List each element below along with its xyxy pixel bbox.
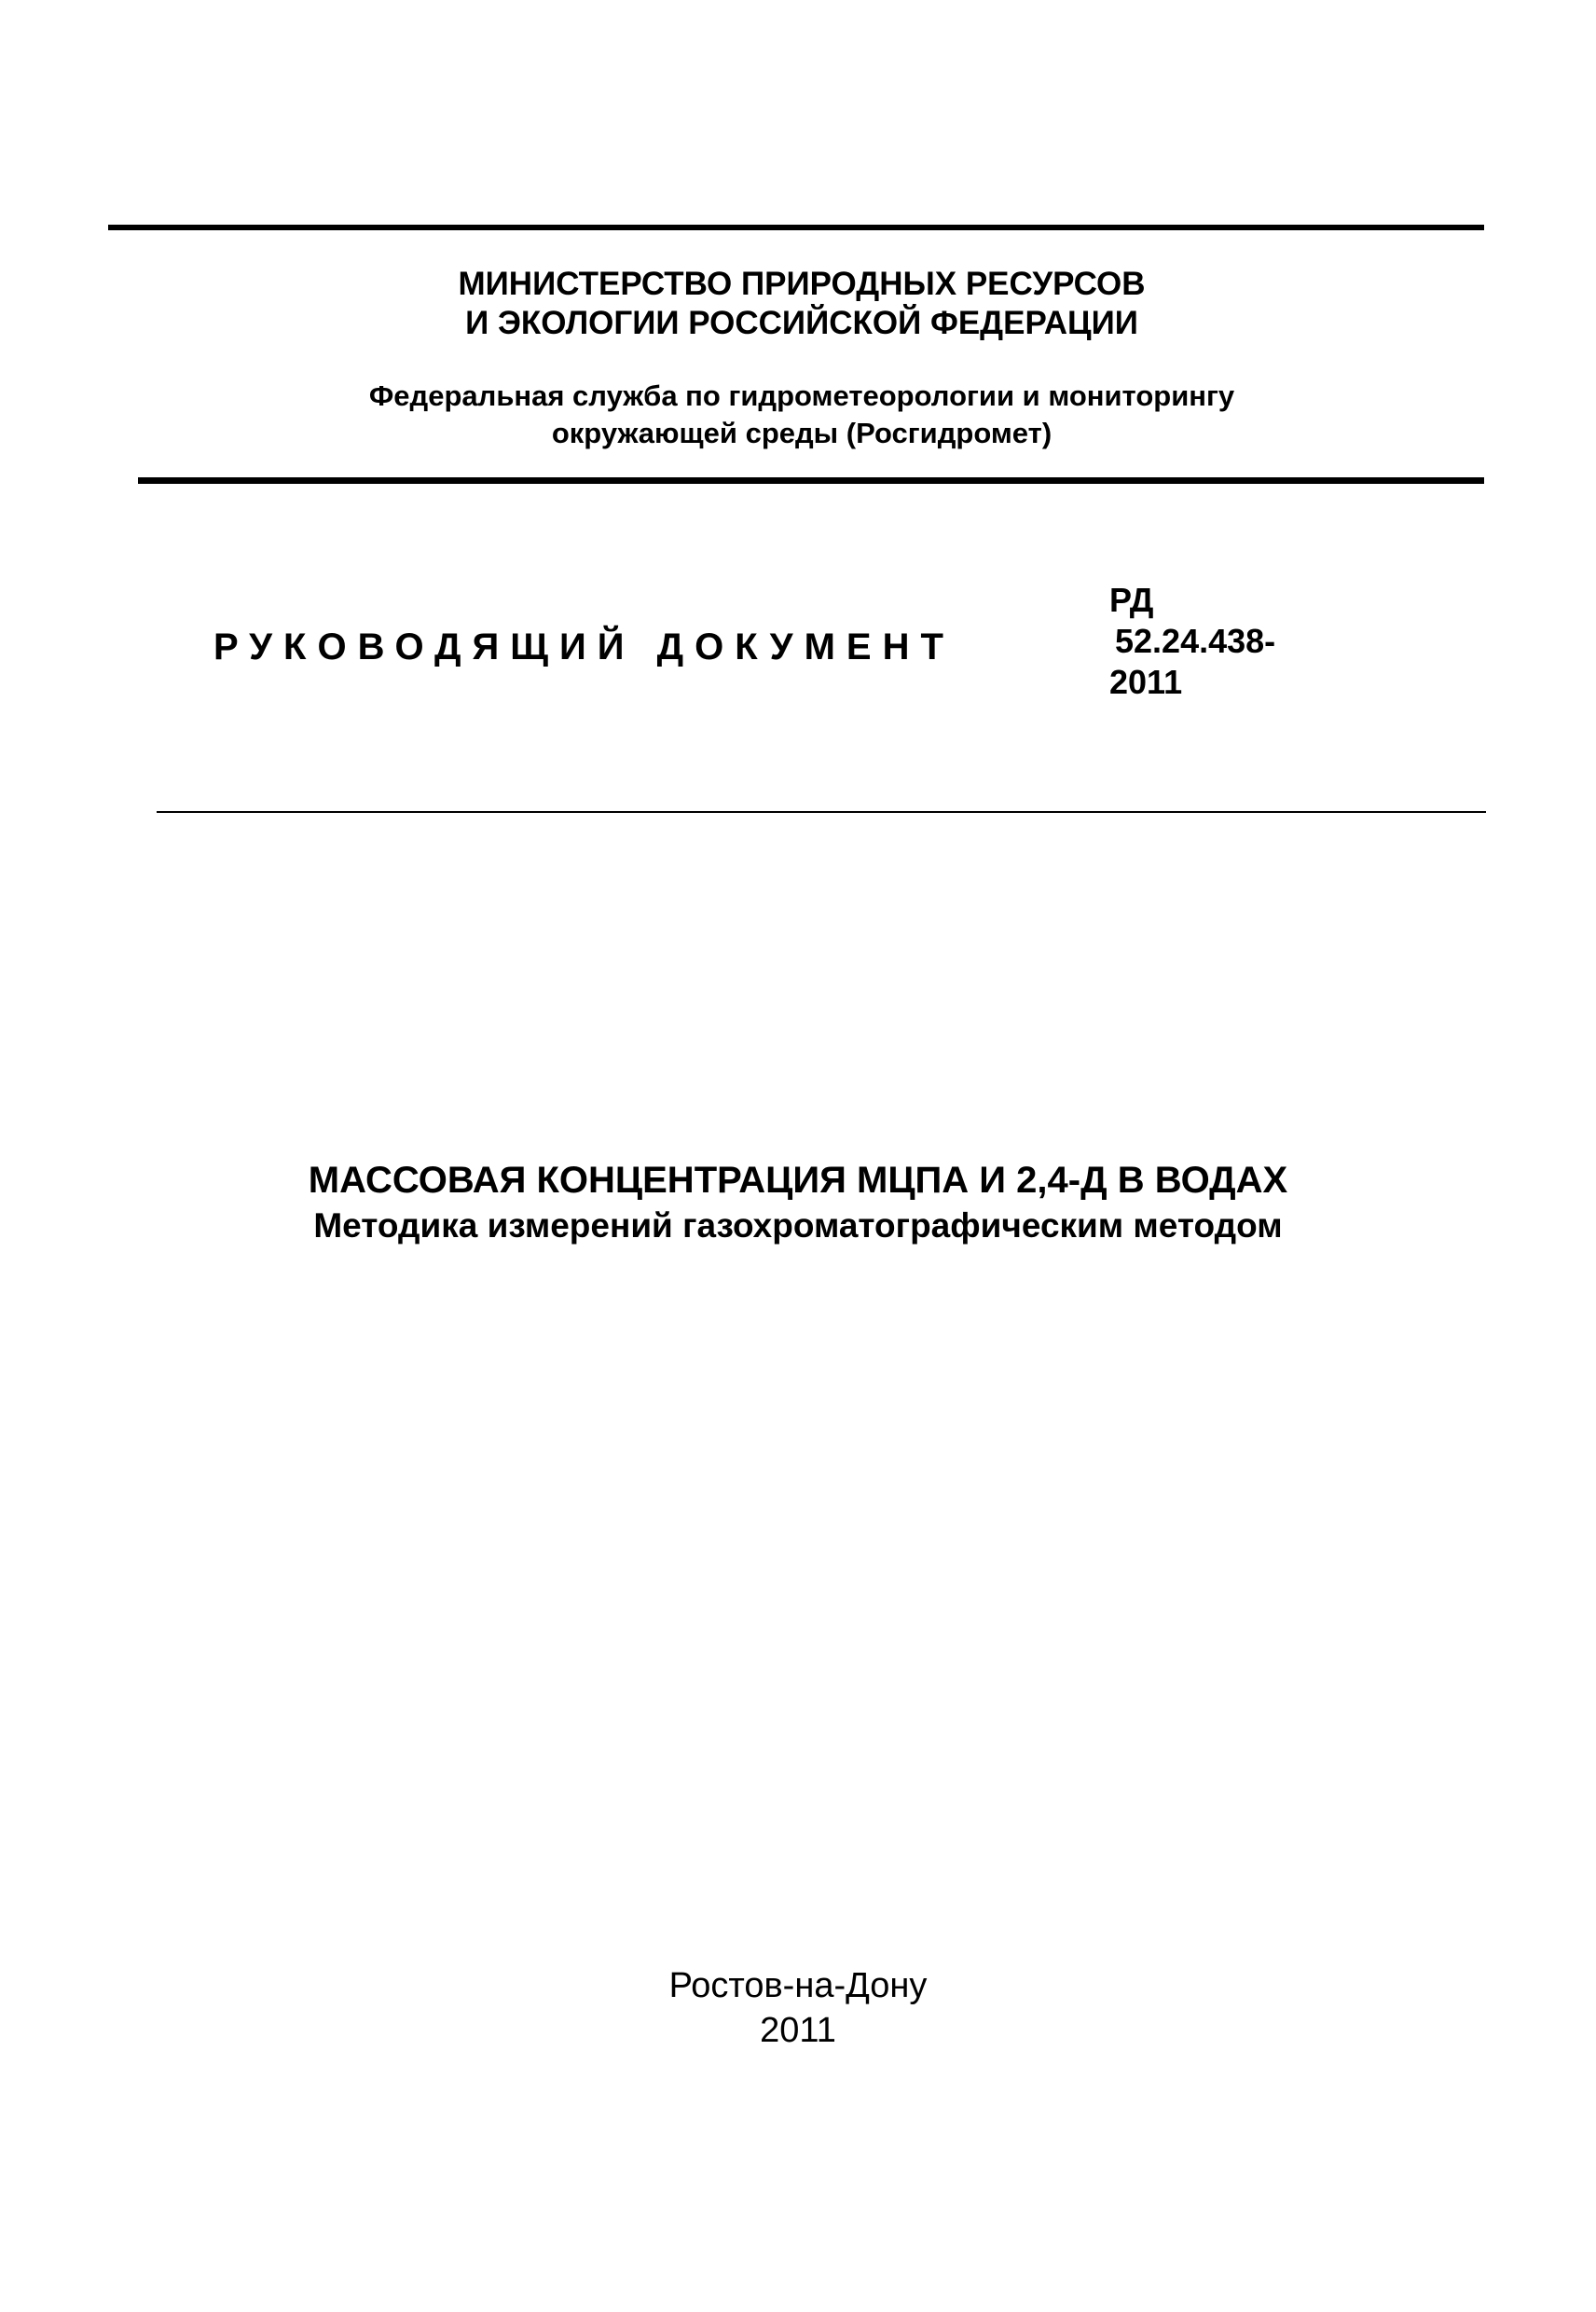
publication-info [518, 1963, 1078, 2053]
ministry-name [336, 265, 1268, 343]
header-divider [138, 477, 1484, 484]
ministry-line-2: И ЭКОЛОГИИ РОССИЙСКОЙ ФЕДЕРАЦИИ [465, 305, 1138, 341]
federal-service-name [280, 378, 1324, 452]
document-number [1109, 580, 1389, 703]
document-year: 2011 [1109, 663, 1183, 701]
document-code: 52.24.438- [1115, 622, 1276, 660]
section-divider [157, 811, 1486, 813]
document-type: РУКОВОДЯЩИЙ ДОКУМЕНТ [213, 626, 955, 667]
publication-year: 2011 [760, 2011, 836, 2050]
publication-city: Ростов-на-Дону [668, 1966, 928, 2005]
top-divider [108, 225, 1484, 230]
document-prefix: РД [1109, 581, 1154, 619]
document-title: МАССОВАЯ КОНЦЕНТРАЦИЯ МЦПА И 2,4-Д В ВОДАХ [308, 1160, 1288, 1201]
service-line-1: Федеральная служба по гидрометеорологии и мониторингу [368, 379, 1235, 412]
document-subtitle: Методика измерений газохроматографическим методом [313, 1206, 1283, 1245]
service-line-2: окружающей среды (Росгидромет) [551, 417, 1053, 449]
ministry-line-1: МИНИСТЕРСТВО ПРИРОДНЫХ РЕСУРСОВ [458, 266, 1146, 302]
